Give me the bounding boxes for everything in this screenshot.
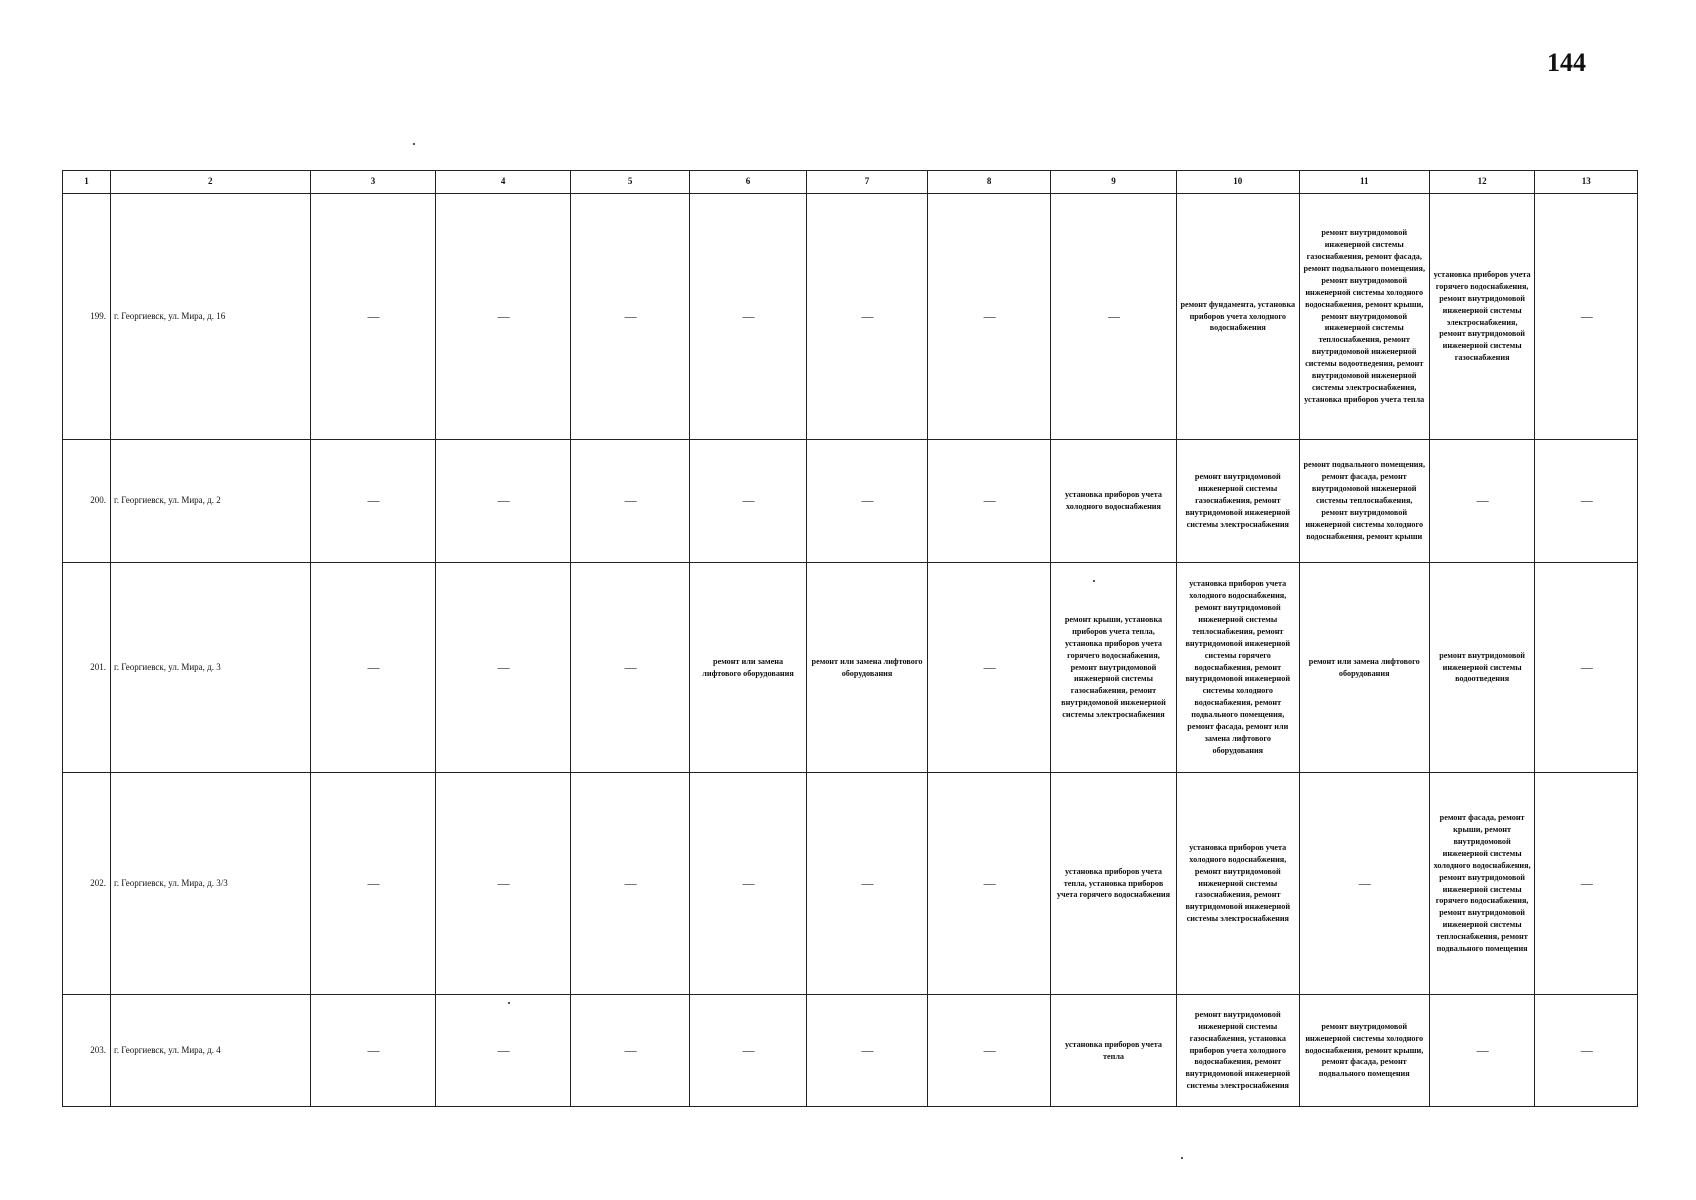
work-description-cell: установка приборов учета холодного водоснабжения bbox=[1051, 440, 1177, 563]
row-number: 199. bbox=[63, 194, 111, 440]
scan-speck bbox=[508, 1002, 510, 1004]
work-description-cell: ремонт внутридомовой инженерной системы газоснабжения, ремонт внутридомовой инженерной системы электроснабжения bbox=[1176, 440, 1299, 563]
column-header: 5 bbox=[570, 171, 690, 194]
table-cell bbox=[436, 995, 570, 1107]
work-description-cell: ремонт крыши, установка приборов учета тепла, установка приборов учета горячего водоснабжения, ремонт внутридомовой инженерной системы газоснабжения, ремонт внутридомовой инженерной системы электроснабжения bbox=[1051, 563, 1177, 773]
table-row bbox=[63, 194, 1638, 440]
column-header: 10 bbox=[1176, 171, 1299, 194]
table-cell bbox=[1535, 995, 1638, 1107]
table-cell bbox=[436, 194, 570, 440]
row-address: г. Георгиевск, ул. Мира, д. 3/3 bbox=[111, 773, 311, 995]
table-header bbox=[63, 171, 1638, 194]
page-number: 144 bbox=[1547, 48, 1586, 77]
empty-dash: — bbox=[497, 1042, 509, 1057]
table-cell bbox=[806, 194, 928, 440]
empty-dash: — bbox=[983, 493, 995, 508]
column-header: 7 bbox=[806, 171, 928, 194]
table-row bbox=[63, 773, 1638, 995]
empty-dash: — bbox=[1580, 308, 1592, 323]
scan-speck bbox=[413, 143, 415, 145]
empty-dash: — bbox=[983, 308, 995, 323]
table-row bbox=[63, 440, 1638, 563]
column-header: 9 bbox=[1051, 171, 1177, 194]
table-cell bbox=[928, 194, 1051, 440]
empty-dash: — bbox=[742, 875, 754, 890]
row-address: г. Георгиевск, ул. Мира, д. 2 bbox=[111, 440, 311, 563]
work-description-cell: установка приборов учета тепла, установка приборов учета горячего водоснабжения bbox=[1051, 773, 1177, 995]
table-cell bbox=[928, 440, 1051, 563]
table-cell bbox=[806, 773, 928, 995]
table-cell bbox=[1535, 563, 1638, 773]
table-cell bbox=[570, 995, 690, 1107]
work-description-cell: ремонт внутридомовой инженерной системы водоотведения bbox=[1429, 563, 1535, 773]
table-cell bbox=[310, 563, 436, 773]
column-header: 8 bbox=[928, 171, 1051, 194]
table-cell bbox=[310, 773, 436, 995]
empty-dash: — bbox=[861, 1042, 873, 1057]
empty-dash: — bbox=[861, 493, 873, 508]
empty-dash: — bbox=[983, 659, 995, 674]
empty-dash: — bbox=[983, 875, 995, 890]
table-cell bbox=[690, 995, 806, 1107]
repair-schedule-table bbox=[62, 170, 1638, 1107]
empty-dash: — bbox=[742, 493, 754, 508]
empty-dash: — bbox=[367, 875, 379, 890]
work-description-cell: установка приборов учета горячего водоснабжения, ремонт внутридомовой инженерной системы электроснабжения, ремонт внутридомовой инженерной системы газоснабжения bbox=[1429, 194, 1535, 440]
empty-dash: — bbox=[1358, 875, 1370, 890]
empty-dash: — bbox=[861, 308, 873, 323]
table-cell bbox=[1535, 194, 1638, 440]
empty-dash: — bbox=[367, 493, 379, 508]
row-number: 201. bbox=[63, 563, 111, 773]
empty-dash: — bbox=[1476, 493, 1488, 508]
work-description-cell: ремонт или замена лифтового оборудования bbox=[806, 563, 928, 773]
table-cell bbox=[928, 563, 1051, 773]
table-cell bbox=[436, 440, 570, 563]
work-description-cell: ремонт или замена лифтового оборудования bbox=[1299, 563, 1429, 773]
table-cell bbox=[1299, 773, 1429, 995]
row-address: г. Георгиевск, ул. Мира, д. 3 bbox=[111, 563, 311, 773]
row-number: 202. bbox=[63, 773, 111, 995]
table-cell bbox=[310, 194, 436, 440]
table-cell bbox=[1535, 440, 1638, 563]
table-cell bbox=[806, 440, 928, 563]
table-cell bbox=[1429, 995, 1535, 1107]
empty-dash: — bbox=[861, 875, 873, 890]
work-description-cell: ремонт внутридомовой инженерной системы газоснабжения, установка приборов учета холодного водоснабжения, ремонт внутридомовой инженерной системы электроснабжения bbox=[1176, 995, 1299, 1107]
row-address: г. Георгиевск, ул. Мира, д. 16 bbox=[111, 194, 311, 440]
column-header: 2 bbox=[111, 171, 311, 194]
empty-dash: — bbox=[367, 1042, 379, 1057]
empty-dash: — bbox=[1580, 493, 1592, 508]
empty-dash: — bbox=[624, 308, 636, 323]
table-cell bbox=[1429, 440, 1535, 563]
column-header: 6 bbox=[690, 171, 806, 194]
column-header: 12 bbox=[1429, 171, 1535, 194]
empty-dash: — bbox=[624, 493, 636, 508]
table-row bbox=[63, 995, 1638, 1107]
table-cell bbox=[928, 773, 1051, 995]
empty-dash: — bbox=[1107, 308, 1119, 323]
scan-speck bbox=[1093, 580, 1095, 582]
table-cell bbox=[436, 773, 570, 995]
table-cell bbox=[570, 440, 690, 563]
table-cell bbox=[310, 995, 436, 1107]
table-row bbox=[63, 563, 1638, 773]
table-cell bbox=[570, 563, 690, 773]
column-header: 1 bbox=[63, 171, 111, 194]
work-description-cell: ремонт или замена лифтового оборудования bbox=[690, 563, 806, 773]
scan-speck bbox=[1181, 1157, 1183, 1159]
empty-dash: — bbox=[624, 875, 636, 890]
empty-dash: — bbox=[367, 308, 379, 323]
table-cell bbox=[1051, 194, 1177, 440]
table-cell bbox=[690, 194, 806, 440]
work-description-cell: ремонт фасада, ремонт крыши, ремонт внутридомовой инженерной системы холодного водоснабжения, ремонт внутридомовой инженерной системы горячего водоснабжения, ремонт внутридомовой инженерной системы теплоснабжения, ремонт подвального помещения bbox=[1429, 773, 1535, 995]
empty-dash: — bbox=[1580, 1042, 1592, 1057]
empty-dash: — bbox=[497, 659, 509, 674]
empty-dash: — bbox=[497, 308, 509, 323]
column-header: 11 bbox=[1299, 171, 1429, 194]
empty-dash: — bbox=[624, 659, 636, 674]
table-cell bbox=[806, 995, 928, 1107]
row-number: 200. bbox=[63, 440, 111, 563]
column-header: 4 bbox=[436, 171, 570, 194]
empty-dash: — bbox=[742, 308, 754, 323]
table-cell bbox=[690, 440, 806, 563]
work-description-cell: установка приборов учета холодного водоснабжения, ремонт внутридомовой инженерной системы газоснабжения, ремонт внутридомовой инженерной системы электроснабжения bbox=[1176, 773, 1299, 995]
row-number: 203. bbox=[63, 995, 111, 1107]
column-number-row bbox=[63, 171, 1638, 194]
empty-dash: — bbox=[367, 659, 379, 674]
column-header: 13 bbox=[1535, 171, 1638, 194]
empty-dash: — bbox=[742, 1042, 754, 1057]
work-description-cell: ремонт фундамента, установка приборов учета холодного водоснабжения bbox=[1176, 194, 1299, 440]
empty-dash: — bbox=[497, 875, 509, 890]
table-cell bbox=[928, 995, 1051, 1107]
empty-dash: — bbox=[497, 493, 509, 508]
empty-dash: — bbox=[1580, 875, 1592, 890]
column-header: 3 bbox=[310, 171, 436, 194]
empty-dash: — bbox=[983, 1042, 995, 1057]
empty-dash: — bbox=[1580, 659, 1592, 674]
work-description-cell: ремонт внутридомовой инженерной системы газоснабжения, ремонт фасада, ремонт подвального помещения, ремонт внутридомовой инженерной системы холодного водоснабжения, ремонт крыши, ремонт внутридомовой инженерной системы теплоснабжения, ремонт внутридомовой инженерной системы водоотведения, ремонт внутридомовой инженерной системы электроснабжения, установка приборов учета тепла bbox=[1299, 194, 1429, 440]
work-description-cell: установка приборов учета холодного водоснабжения, ремонт внутридомовой инженерной системы теплоснабжения, ремонт внутридомовой инженерной системы горячего водоснабжения, ремонт внутридомовой инженерной системы холодного водоснабжения, ремонт подвального помещения, ремонт фасада, ремонт или замена лифтового оборудования bbox=[1176, 563, 1299, 773]
table-cell bbox=[570, 773, 690, 995]
row-address: г. Георгиевск, ул. Мира, д. 4 bbox=[111, 995, 311, 1107]
empty-dash: — bbox=[1476, 1042, 1488, 1057]
table-cell bbox=[310, 440, 436, 563]
table-cell bbox=[570, 194, 690, 440]
work-description-cell: ремонт подвального помещения, ремонт фасада, ремонт внутридомовой инженерной системы теплоснабжения, ремонт внутридомовой инженерной системы холодного водоснабжения, ремонт крыши bbox=[1299, 440, 1429, 563]
empty-dash: — bbox=[624, 1042, 636, 1057]
table-cell bbox=[1535, 773, 1638, 995]
work-description-cell: установка приборов учета тепла bbox=[1051, 995, 1177, 1107]
work-description-cell: ремонт внутридомовой инженерной системы холодного водоснабжения, ремонт крыши, ремонт фасада, ремонт подвального помещения bbox=[1299, 995, 1429, 1107]
table-cell bbox=[690, 773, 806, 995]
table-cell bbox=[436, 563, 570, 773]
